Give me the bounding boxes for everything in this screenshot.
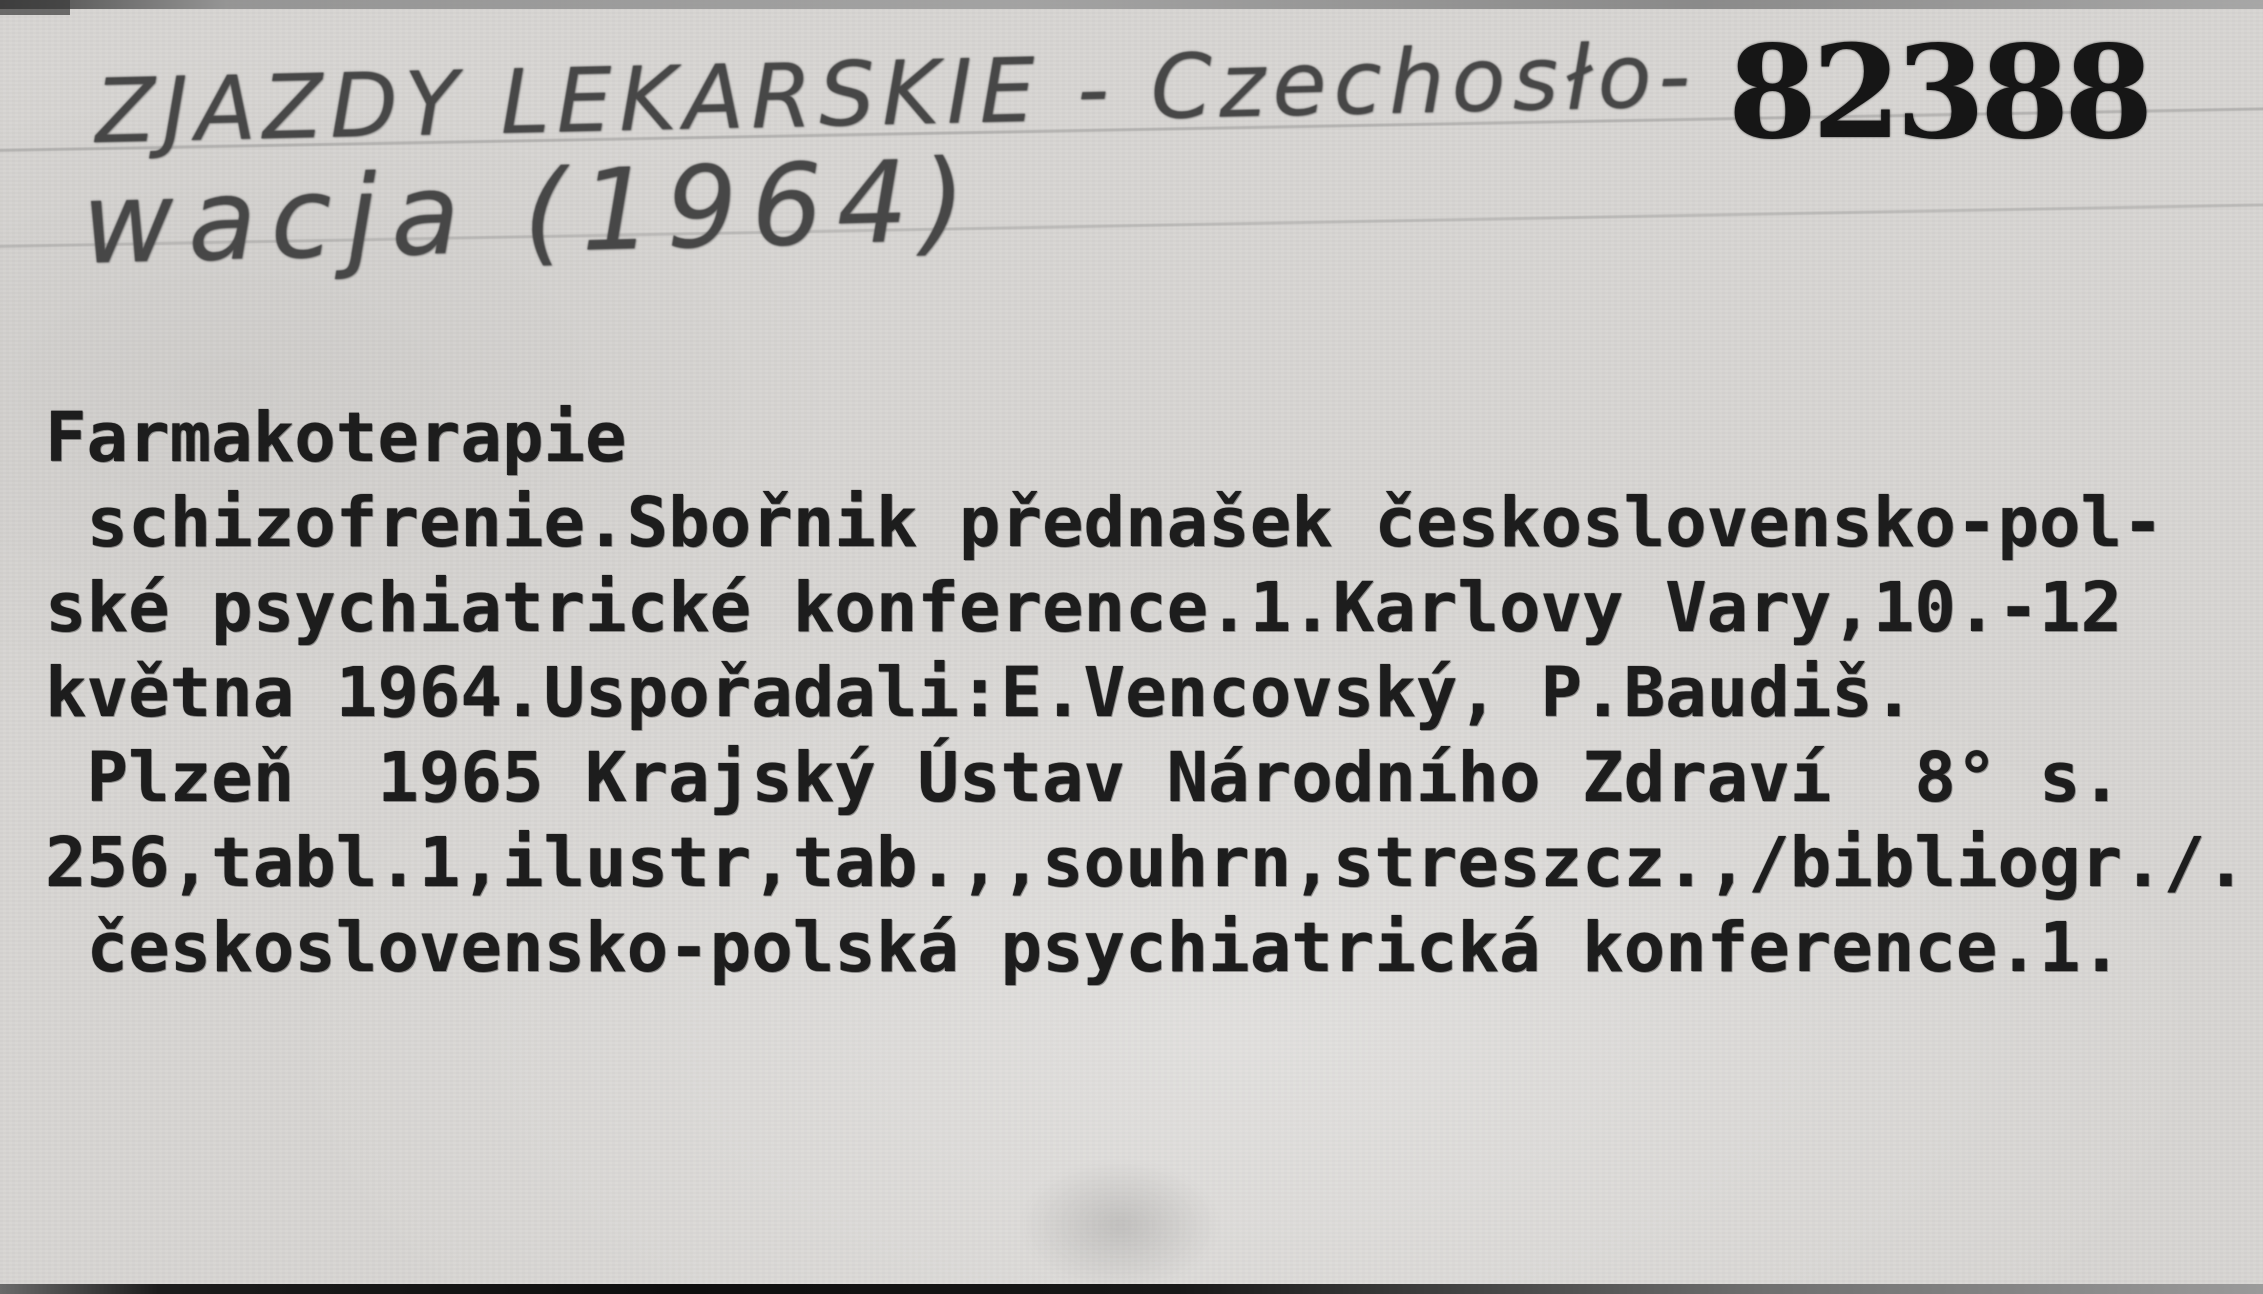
- handwritten-heading-line2: wacja (1964): [80, 136, 982, 290]
- typed-line: schizofrenie.Sbořnik přednašek československo-pol-: [45, 483, 2164, 563]
- typed-line: 256,tabl.1,ilustr,tab.,,souhrn,streszcz.,/bibliogr./.: [45, 823, 2247, 903]
- typed-line-title: Farmakoterapie: [45, 398, 627, 478]
- typed-line: ské psychiatrické konference.1.Karlovy Vary,10.-12: [45, 568, 2123, 648]
- accession-number-stamp: 82388: [1728, 18, 2149, 168]
- typed-line: května 1964.Uspořadali:E.Vencovský, P.Baudiš.: [45, 653, 1915, 733]
- scan-edge-top: [0, 0, 2263, 9]
- scan-corner-mark: [0, 0, 70, 15]
- handwritten-heading-line1: ZJAZDY LEKARSKIE - Czechosło-: [94, 23, 1699, 164]
- scan-edge-bottom: [0, 1284, 2263, 1294]
- paper-smudge: [1020, 1160, 1220, 1290]
- typed-text-block: [45, 396, 2247, 991]
- typed-line: Plzeň 1965 Krajský Ústav Národního Zdraví 8° s.: [45, 738, 2123, 818]
- typed-line: československo-polská psychiatrická konference.1.: [45, 908, 2123, 988]
